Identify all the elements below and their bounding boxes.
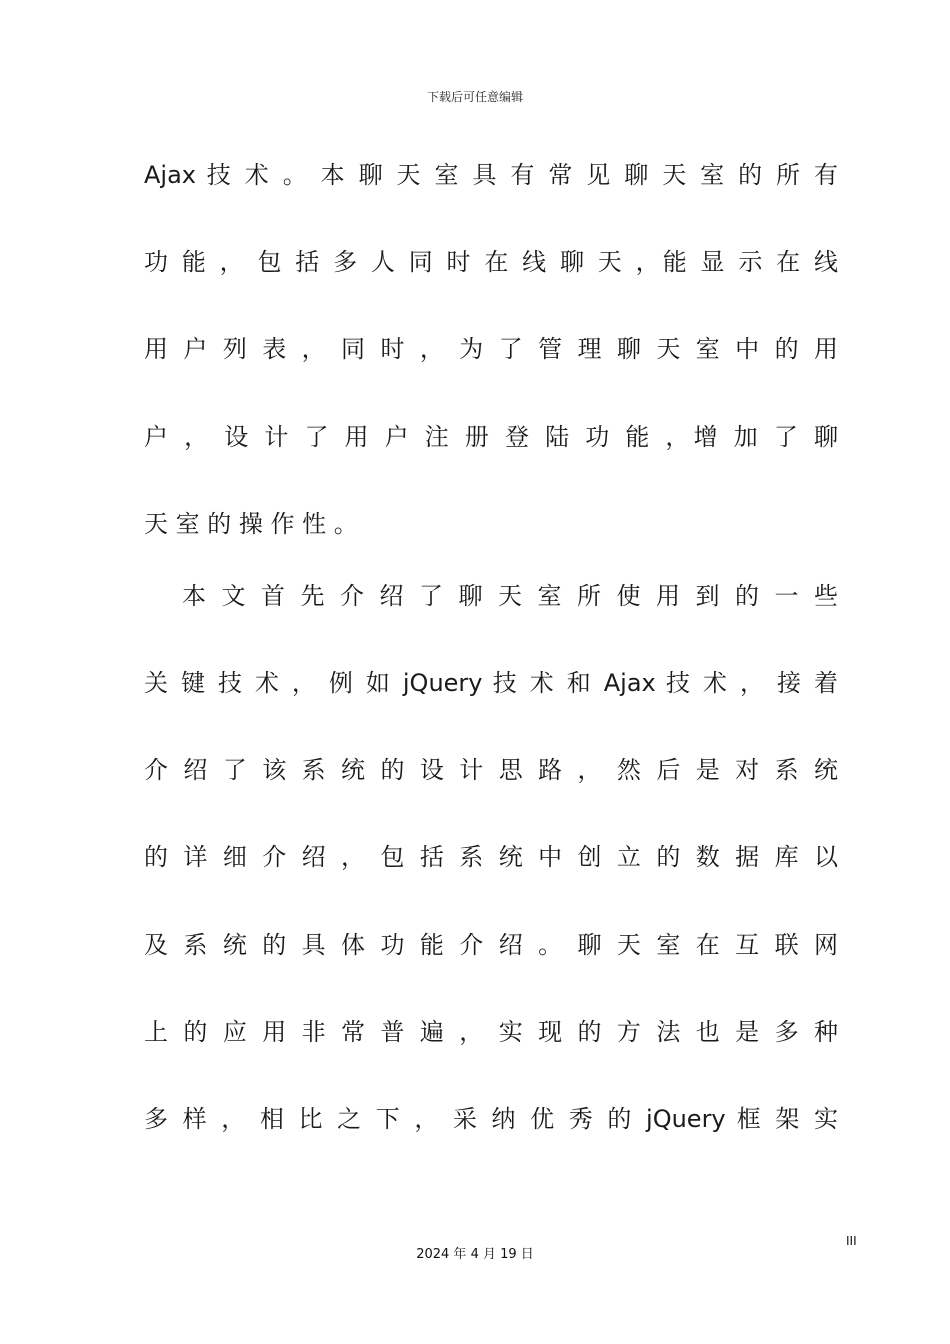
text-line-3: 用 户 列 表 ， 同 时 ， 为 了 管 理 聊 天 室 中 的 用 bbox=[144, 335, 838, 364]
text-line-12: 多 样 ， 相 比 之 下 ， 采 纳 优 秀 的 jQuery 框 架 实 bbox=[144, 1104, 838, 1133]
text-line-6: 本 文 首 先 介 绍 了 聊 天 室 所 使 用 到 的 一 些 bbox=[182, 581, 838, 610]
text-line-10: 及 系 统 的 具 体 功 能 介 绍 。 聊 天 室 在 互 联 网 bbox=[144, 930, 838, 959]
text-line-9: 的 详 细 介 绍 ， 包 括 系 统 中 创 立 的 数 据 库 以 bbox=[144, 843, 838, 872]
page-header: 下载后可任意编辑 bbox=[426, 90, 523, 104]
text-line-1: Ajax 技 术 。 本 聊 天 室 具 有 常 见 聊 天 室 的 所 有 bbox=[144, 161, 838, 189]
page-number: III bbox=[846, 1234, 857, 1248]
text-line-4: 户 ， 设 计 了 用 户 注 册 登 陆 功 能 ，增 加 了 聊 bbox=[144, 422, 838, 451]
text-line-7: 关 键 技 术 ， 例 如 jQuery 技 术 和 Ajax 技 术 ， 接 着 bbox=[144, 668, 838, 697]
footer-date: 2024 年 4 月 19 日 bbox=[416, 1247, 534, 1262]
body-text bbox=[144, 150, 838, 1181]
text-line-5: 天 室 的 操 作 性 。 bbox=[144, 509, 358, 538]
text-line-11: 上 的 应 用 非 常 普 遍 ， 实 现 的 方 法 也 是 多 种 bbox=[144, 1017, 838, 1046]
text-line-2: 功 能 ， 包 括 多 人 同 时 在 线 聊 天 ，能 显 示 在 线 bbox=[144, 248, 838, 277]
text-line-8: 介 绍 了 该 系 统 的 设 计 思 路 ， 然 后 是 对 系 统 bbox=[144, 756, 838, 785]
